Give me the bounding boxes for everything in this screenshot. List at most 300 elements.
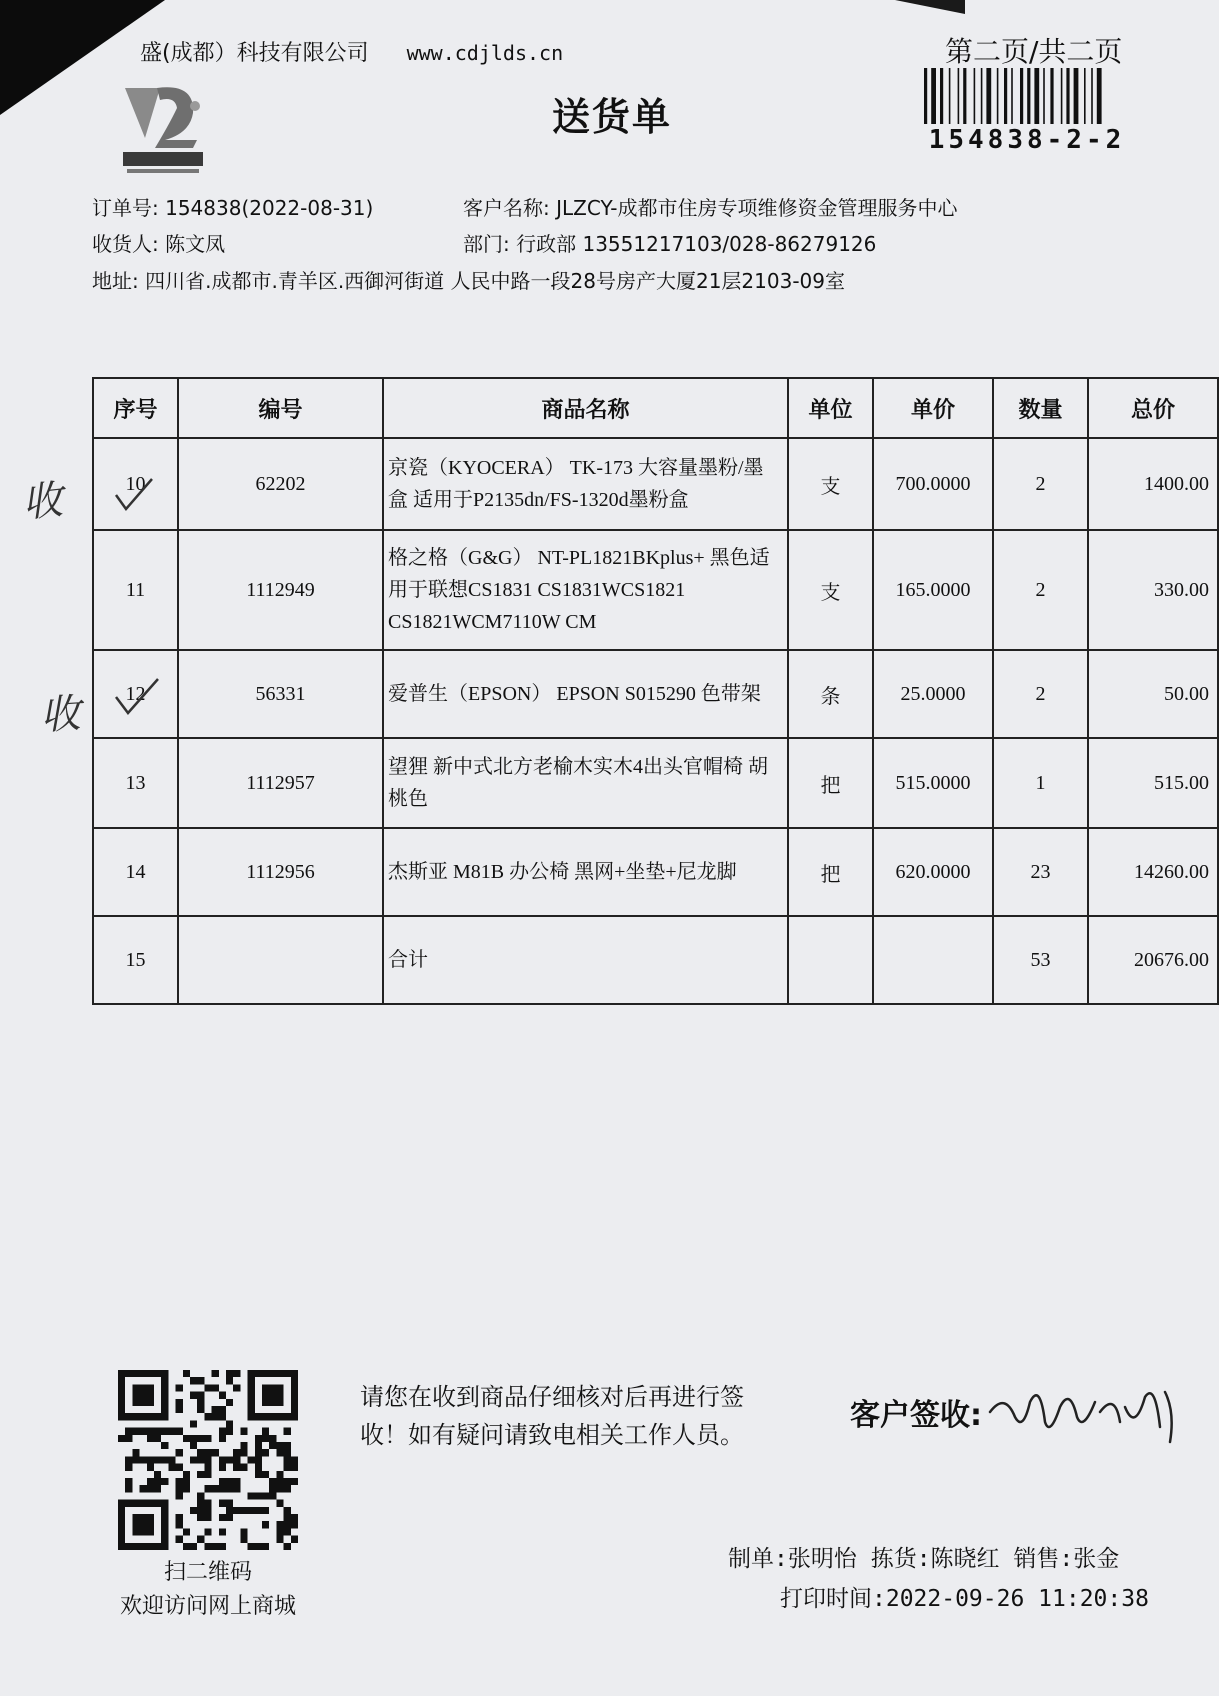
- qr-module: [291, 1514, 298, 1521]
- qr-module: [176, 1406, 183, 1413]
- qr-module: [212, 1384, 219, 1391]
- qr-module: [255, 1471, 262, 1478]
- qr-module: [284, 1528, 291, 1535]
- qr-module: [233, 1449, 240, 1456]
- photo-shadow-top-right: [895, 0, 965, 14]
- address-value: 四川省.成都市.青羊区.西御河街道 人民中路一段28号房产大厦21层2103-09室: [145, 269, 846, 293]
- qr-module: [183, 1485, 190, 1492]
- qr-module: [204, 1528, 211, 1535]
- cell-product-name: 格之格（G&G） NT-PL1821BKplus+ 黑色适用于联想CS1831 CS1831WCS1821 CS1821WCM7110W CM: [383, 530, 788, 650]
- delivery-items-table: [92, 377, 1219, 1005]
- barcode-bar: [1043, 68, 1045, 124]
- qr-module: [219, 1464, 226, 1471]
- qr-module: [168, 1464, 175, 1471]
- qr-module: [190, 1392, 197, 1399]
- qr-module: [219, 1514, 226, 1521]
- cell-code: 56331: [178, 650, 383, 738]
- qr-module: [219, 1435, 226, 1442]
- qr-module: [140, 1456, 147, 1463]
- qr-module: [176, 1428, 183, 1435]
- table-row: [93, 828, 1218, 916]
- qr-module: [291, 1456, 298, 1463]
- department-label: 部门:: [463, 232, 510, 256]
- qr-module: [276, 1471, 283, 1478]
- qr-module: [233, 1384, 240, 1391]
- qr-module: [140, 1485, 147, 1492]
- qr-module: [161, 1456, 168, 1463]
- cell-unit: [788, 916, 873, 1004]
- qr-caption: [108, 1556, 308, 1624]
- cell-unit: 条: [788, 650, 873, 738]
- cell-code: 62202: [178, 438, 383, 530]
- cell-product-name: 杰斯亚 M81B 办公椅 黑网+坐垫+尼龙脚: [383, 828, 788, 916]
- qr-module: [291, 1536, 298, 1543]
- handwritten-received-mark: 收: [20, 477, 65, 527]
- barcode-bar: [1066, 68, 1069, 124]
- qr-module: [226, 1399, 233, 1406]
- qr-module: [147, 1428, 154, 1435]
- qr-module: [176, 1399, 183, 1406]
- cell-unit: 把: [788, 828, 873, 916]
- cell-product-name: 望狸 新中式北方老榆木实木4出头官帽椅 胡桃色: [383, 738, 788, 828]
- qr-module: [132, 1456, 139, 1463]
- qr-module: [219, 1392, 226, 1399]
- cell-quantity: 53: [993, 916, 1088, 1004]
- qr-module: [176, 1464, 183, 1471]
- qr-module: [233, 1507, 240, 1514]
- qr-module: [190, 1442, 197, 1449]
- qr-module: [240, 1528, 247, 1535]
- qr-caption-line-2: 欢迎访问网上商城: [119, 1594, 296, 1619]
- qr-code: [118, 1370, 298, 1550]
- qr-module: [219, 1428, 226, 1435]
- qr-module: [197, 1449, 204, 1456]
- qr-module: [219, 1485, 226, 1492]
- cell-quantity: 2: [993, 650, 1088, 738]
- qr-module: [197, 1507, 204, 1514]
- qr-module: [118, 1435, 125, 1442]
- cell-seq: 14: [93, 828, 178, 916]
- handwritten-check-icon: [112, 475, 157, 515]
- qr-module: [262, 1471, 269, 1478]
- qr-module: [269, 1478, 276, 1485]
- qr-module: [154, 1435, 161, 1442]
- qr-module: [248, 1543, 255, 1550]
- receiver: [92, 228, 225, 257]
- qr-module: [183, 1435, 190, 1442]
- cell-unit-price: [873, 916, 993, 1004]
- order-number: [92, 192, 373, 221]
- barcode-bar: [1084, 68, 1086, 124]
- cell-seq: 10: [93, 438, 178, 530]
- qr-module: [226, 1478, 233, 1485]
- qr-module: [132, 1449, 139, 1456]
- qr-module: [240, 1536, 247, 1543]
- handwritten-check-icon: [112, 675, 162, 720]
- qr-module: [147, 1464, 154, 1471]
- cell-quantity: 2: [993, 438, 1088, 530]
- table-total-row: [93, 916, 1218, 1004]
- qr-module: [233, 1370, 240, 1377]
- qr-module: [212, 1413, 219, 1420]
- qr-module: [125, 1464, 132, 1471]
- qr-module: [125, 1485, 132, 1492]
- qr-module: [204, 1435, 211, 1442]
- qr-module: [176, 1514, 183, 1521]
- qr-module: [204, 1471, 211, 1478]
- qr-module: [154, 1485, 161, 1492]
- qr-module: [276, 1536, 283, 1543]
- barcode-number: 154838-2-2: [928, 125, 1126, 155]
- header-total: 总价: [1088, 378, 1218, 438]
- barcode-bar: [1074, 68, 1079, 124]
- cell-seq: 12: [93, 650, 178, 738]
- qr-module: [183, 1478, 190, 1485]
- qr-module: [226, 1370, 233, 1377]
- qr-module: [262, 1449, 269, 1456]
- barcode-bar: [924, 68, 927, 124]
- qr-module: [284, 1507, 291, 1514]
- company-name: [140, 36, 563, 67]
- cell-unit: 把: [788, 738, 873, 828]
- cell-code: 1112957: [178, 738, 383, 828]
- qr-module: [183, 1370, 190, 1377]
- qr-module: [204, 1449, 211, 1456]
- qr-module: [176, 1492, 183, 1499]
- qr-module: [262, 1435, 269, 1442]
- qr-module: [168, 1456, 175, 1463]
- cell-total: 515.00: [1088, 738, 1218, 828]
- qr-module: [284, 1485, 291, 1492]
- qr-module: [284, 1478, 291, 1485]
- cell-unit-price: 620.0000: [873, 828, 993, 916]
- qr-module: [255, 1449, 262, 1456]
- qr-module: [212, 1370, 219, 1377]
- qr-module: [183, 1543, 190, 1550]
- qr-module: [219, 1406, 226, 1413]
- barcode-bar: [1061, 68, 1063, 124]
- cell-code: 1112949: [178, 530, 383, 650]
- qr-module: [147, 1435, 154, 1442]
- customer-signature: [985, 1372, 1185, 1452]
- qr-module: [204, 1500, 211, 1507]
- cell-total: 330.00: [1088, 530, 1218, 650]
- cell-seq: 15: [93, 916, 178, 1004]
- cell-total: 1400.00: [1088, 438, 1218, 530]
- qr-module: [276, 1485, 283, 1492]
- qr-module: [255, 1543, 262, 1550]
- barcode-bar: [974, 68, 976, 124]
- qr-finder: [132, 1384, 154, 1406]
- qr-module: [197, 1392, 204, 1399]
- table-row: [93, 738, 1218, 828]
- qr-module: [212, 1485, 219, 1492]
- qr-module: [233, 1464, 240, 1471]
- qr-module: [248, 1492, 255, 1499]
- address-label: 地址:: [92, 269, 139, 293]
- cell-quantity: 1: [993, 738, 1088, 828]
- barcode-bar: [1091, 68, 1093, 124]
- qr-module: [219, 1543, 226, 1550]
- header-product-name: 商品名称: [383, 378, 788, 438]
- qr-module: [183, 1528, 190, 1535]
- qr-module: [269, 1435, 276, 1442]
- table-row: [93, 530, 1218, 650]
- qr-module: [204, 1507, 211, 1514]
- qr-module: [190, 1507, 197, 1514]
- page-indicator: 第二页/共二页: [945, 35, 1123, 68]
- address: [92, 265, 845, 294]
- cell-product-name: 合计: [383, 916, 788, 1004]
- qr-module: [183, 1471, 190, 1478]
- qr-module: [269, 1492, 276, 1499]
- qr-module: [284, 1543, 291, 1550]
- qr-module: [233, 1456, 240, 1463]
- customer-signature-label: 客户签收:: [850, 1398, 982, 1433]
- qr-module: [226, 1377, 233, 1384]
- receiver-label: 收货人:: [92, 232, 159, 256]
- cell-code: 1112956: [178, 828, 383, 916]
- qr-module: [154, 1478, 161, 1485]
- qr-module: [255, 1464, 262, 1471]
- cell-seq: 13: [93, 738, 178, 828]
- document-title: 送货单: [552, 95, 673, 139]
- table-row: [93, 438, 1218, 530]
- qr-module: [226, 1507, 233, 1514]
- qr-module: [284, 1428, 291, 1435]
- barcode-bar: [940, 68, 943, 124]
- qr-module: [219, 1456, 226, 1463]
- qr-module: [125, 1456, 132, 1463]
- qr-module: [284, 1442, 291, 1449]
- qr-module: [154, 1456, 161, 1463]
- customer-name-value: JLZCY-成都市住房专项维修资金管理服务中心: [556, 196, 958, 220]
- qr-module: [233, 1478, 240, 1485]
- qr-finder: [132, 1514, 154, 1536]
- company-logo: [115, 78, 210, 178]
- qr-module: [197, 1399, 204, 1406]
- qr-module: [197, 1514, 204, 1521]
- qr-module: [140, 1428, 147, 1435]
- header-seq: 序号: [93, 378, 178, 438]
- qr-module: [284, 1449, 291, 1456]
- qr-module: [132, 1428, 139, 1435]
- qr-module: [291, 1478, 298, 1485]
- qr-module: [125, 1428, 132, 1435]
- barcode-bar: [931, 68, 936, 124]
- qr-module: [197, 1536, 204, 1543]
- qr-module: [255, 1507, 262, 1514]
- qr-module: [204, 1543, 211, 1550]
- qr-module: [204, 1384, 211, 1391]
- qr-module: [176, 1536, 183, 1543]
- qr-module: [190, 1420, 197, 1427]
- barcode: [922, 68, 1132, 124]
- qr-module: [226, 1485, 233, 1492]
- qr-module: [190, 1543, 197, 1550]
- qr-module: [226, 1514, 233, 1521]
- qr-module: [176, 1521, 183, 1528]
- qr-finder: [262, 1384, 284, 1406]
- qr-module: [240, 1507, 247, 1514]
- qr-caption-line-1: 扫二维码: [163, 1560, 252, 1585]
- qr-module: [204, 1464, 211, 1471]
- qr-module: [276, 1449, 283, 1456]
- customer-name: [463, 192, 958, 221]
- company-website: www.cdjlds.cn: [406, 41, 564, 65]
- barcode-bar: [1050, 68, 1053, 124]
- handwritten-received-mark: 收: [38, 690, 82, 740]
- qr-module: [276, 1478, 283, 1485]
- qr-module: [147, 1485, 154, 1492]
- barcode-bar: [1004, 68, 1007, 124]
- qr-module: [262, 1507, 269, 1514]
- qr-module: [262, 1428, 269, 1435]
- qr-module: [190, 1435, 197, 1442]
- qr-module: [204, 1413, 211, 1420]
- qr-module: [176, 1478, 183, 1485]
- cell-unit-price: 515.0000: [873, 738, 993, 828]
- qr-module: [255, 1492, 262, 1499]
- order-number-label: 订单号:: [92, 196, 159, 220]
- barcode-bar: [963, 68, 966, 124]
- barcode-bar: [981, 68, 983, 124]
- qr-module: [284, 1514, 291, 1521]
- receiver-value: 陈文凤: [165, 232, 226, 256]
- cell-total: 20676.00: [1088, 916, 1218, 1004]
- staff-info: 制单:张明怡 拣货:陈晓红 销售:张金: [728, 1546, 1120, 1572]
- qr-module: [240, 1449, 247, 1456]
- table-header-row: [93, 378, 1218, 438]
- qr-module: [204, 1456, 211, 1463]
- table-row: [93, 650, 1218, 738]
- qr-module: [291, 1521, 298, 1528]
- qr-module: [219, 1528, 226, 1535]
- barcode-bar: [958, 68, 960, 124]
- qr-module: [262, 1492, 269, 1499]
- qr-module: [284, 1521, 291, 1528]
- cell-product-name: 京瓷（KYOCERA） TK-173 大容量墨粉/墨盒 适用于P2135dn/FS-1320d墨粉盒: [383, 438, 788, 530]
- qr-module: [154, 1428, 161, 1435]
- qr-module: [176, 1449, 183, 1456]
- customer-name-label: 客户名称:: [463, 196, 550, 220]
- qr-module: [125, 1435, 132, 1442]
- cell-unit: 支: [788, 530, 873, 650]
- qr-module: [125, 1478, 132, 1485]
- qr-module: [255, 1435, 262, 1442]
- cell-product-name: 爱普生（EPSON） EPSON S015290 色带架: [383, 650, 788, 738]
- order-number-value: 154838(2022-08-31): [165, 196, 374, 220]
- barcode-bar: [1011, 68, 1013, 124]
- header-code: 编号: [178, 378, 383, 438]
- qr-module: [154, 1471, 161, 1478]
- qr-module: [197, 1492, 204, 1499]
- qr-module: [176, 1485, 183, 1492]
- qr-module: [269, 1442, 276, 1449]
- barcode-bar: [986, 68, 991, 124]
- qr-module: [212, 1543, 219, 1550]
- qr-module: [291, 1464, 298, 1471]
- qr-module: [219, 1500, 226, 1507]
- qr-module: [147, 1456, 154, 1463]
- company-name-text: 盛(成都）科技有限公司: [140, 41, 369, 66]
- cell-unit-price: 165.0000: [873, 530, 993, 650]
- header-quantity: 数量: [993, 378, 1088, 438]
- receipt-notice: 请您在收到商品仔细核对后再进行签收！如有疑问请致电相关工作人员。: [360, 1383, 744, 1449]
- barcode-bar: [1027, 68, 1030, 124]
- qr-module: [226, 1456, 233, 1463]
- qr-module: [233, 1485, 240, 1492]
- header-unit-price: 单价: [873, 378, 993, 438]
- qr-module: [212, 1406, 219, 1413]
- print-time: 打印时间:2022-09-26 11:20:38: [780, 1586, 1149, 1612]
- qr-module: [276, 1521, 283, 1528]
- qr-module: [284, 1456, 291, 1463]
- qr-module: [276, 1442, 283, 1449]
- qr-module: [219, 1413, 226, 1420]
- qr-module: [262, 1543, 269, 1550]
- barcode-bar: [949, 68, 951, 124]
- qr-module: [219, 1478, 226, 1485]
- cell-total: 50.00: [1088, 650, 1218, 738]
- barcode-bar: [1097, 68, 1102, 124]
- cell-seq: 11: [93, 530, 178, 650]
- barcode-bar: [1020, 68, 1023, 124]
- qr-module: [212, 1449, 219, 1456]
- qr-module: [161, 1478, 168, 1485]
- cell-unit-price: 25.0000: [873, 650, 993, 738]
- qr-module: [255, 1456, 262, 1463]
- qr-module: [276, 1528, 283, 1535]
- qr-module: [269, 1485, 276, 1492]
- cell-unit: 支: [788, 438, 873, 530]
- qr-module: [204, 1485, 211, 1492]
- qr-module: [197, 1471, 204, 1478]
- qr-module: [190, 1456, 197, 1463]
- department: [463, 228, 876, 257]
- qr-module: [240, 1464, 247, 1471]
- qr-module: [276, 1500, 283, 1507]
- qr-module: [226, 1500, 233, 1507]
- qr-module: [161, 1442, 168, 1449]
- qr-module: [168, 1428, 175, 1435]
- qr-module: [240, 1442, 247, 1449]
- barcode-bar: [997, 68, 999, 124]
- qr-module: [161, 1428, 168, 1435]
- qr-module: [284, 1464, 291, 1471]
- qr-module: [197, 1406, 204, 1413]
- qr-module: [262, 1521, 269, 1528]
- qr-module: [248, 1456, 255, 1463]
- header-unit: 单位: [788, 378, 873, 438]
- qr-module: [240, 1428, 247, 1435]
- qr-module: [197, 1377, 204, 1384]
- qr-module: [190, 1377, 197, 1384]
- barcode-bar: [1034, 68, 1039, 124]
- cell-unit-price: 700.0000: [873, 438, 993, 530]
- qr-module: [176, 1384, 183, 1391]
- cell-quantity: 2: [993, 530, 1088, 650]
- qr-module: [197, 1456, 204, 1463]
- cell-total: 14260.00: [1088, 828, 1218, 916]
- qr-module: [204, 1514, 211, 1521]
- qr-module: [147, 1478, 154, 1485]
- qr-module: [226, 1428, 233, 1435]
- cell-code: [178, 916, 383, 1004]
- department-value: 行政部 13551217103/028-86279126: [516, 232, 877, 256]
- qr-module: [197, 1435, 204, 1442]
- cell-quantity: 23: [993, 828, 1088, 916]
